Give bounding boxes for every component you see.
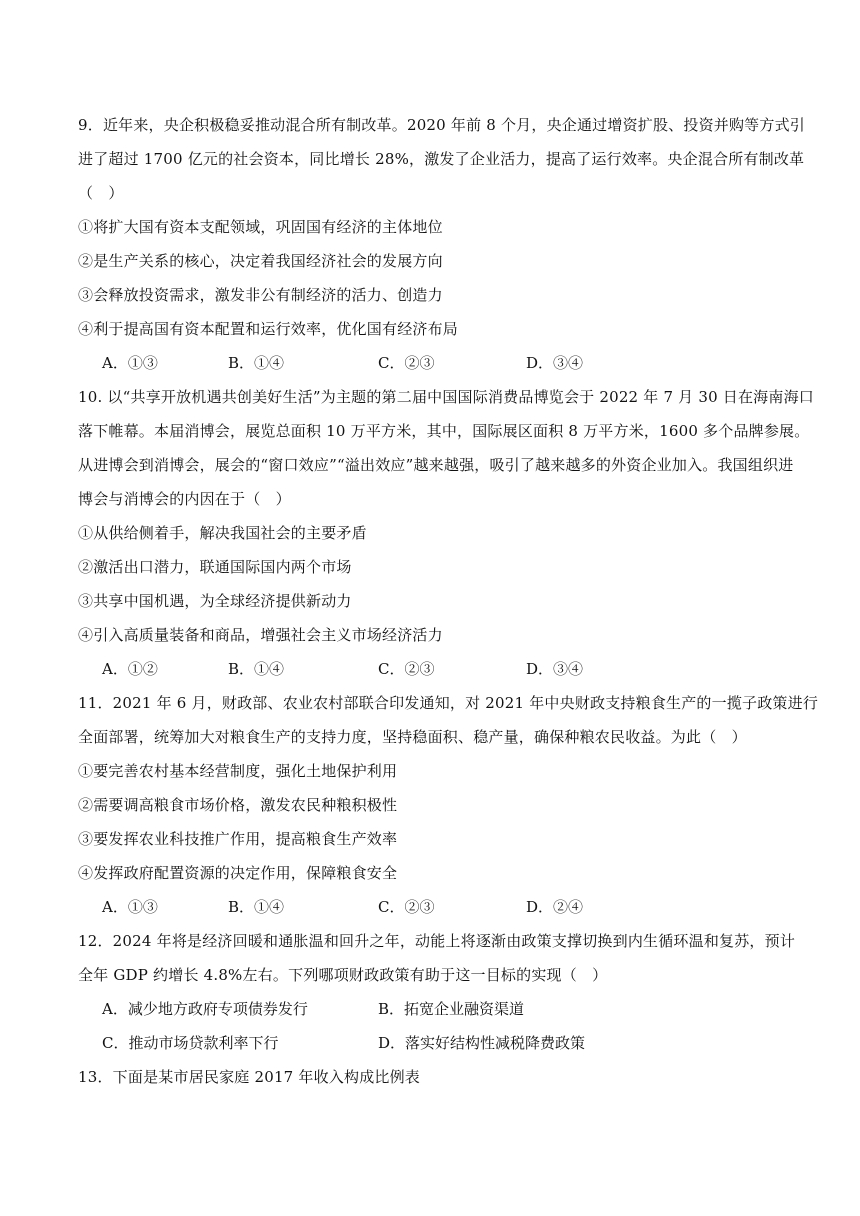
question-12 bbox=[78, 924, 796, 1060]
answer-options bbox=[78, 346, 796, 380]
option-c: C．②③ bbox=[378, 354, 435, 372]
option-a: A．①③ bbox=[102, 898, 158, 916]
statement-item: ④引入高质量装备和商品，增强社会主义市场经济活力 bbox=[78, 626, 443, 644]
question-stem-line: 全年 GDP 约增长 4.8%左右。下列哪项财政政策有助于这一目标的实现（ ） bbox=[78, 966, 608, 984]
question-9 bbox=[78, 108, 805, 380]
answer-options-row bbox=[78, 1026, 796, 1060]
answer-options bbox=[78, 652, 796, 686]
option-c: C．推动市场贷款利率下行 bbox=[102, 1034, 279, 1052]
statement-item: ④利于提高国有资本配置和运行效率，优化国有经济布局 bbox=[78, 320, 459, 338]
answer-options bbox=[78, 890, 796, 924]
statement-item: ①要完善农村基本经营制度，强化土地保护利用 bbox=[78, 762, 398, 780]
statement-item: ②需要调高粮食市场价格，激发农民种粮积极性 bbox=[78, 796, 398, 814]
statement-item: ④发挥政府配置资源的决定作用，保障粮食安全 bbox=[78, 864, 398, 882]
option-b: B．①④ bbox=[228, 660, 285, 678]
option-b: B．拓宽企业融资渠道 bbox=[378, 1000, 525, 1018]
option-b: B．①④ bbox=[228, 898, 285, 916]
question-11 bbox=[78, 686, 819, 924]
question-stem-line: 全面部署，统筹加大对粮食生产的支持力度，坚持稳面积、稳产量，确保种粮农民收益。为此（ ） bbox=[78, 728, 747, 746]
option-d: D．③④ bbox=[526, 660, 584, 678]
question-stem-line: 进了超过 1700 亿元的社会资本，同比增长 28%，激发了企业活力，提高了运行效率。央企混合所有制改革 bbox=[78, 150, 805, 168]
option-c: C．②③ bbox=[378, 898, 435, 916]
question-stem-line: 13．下面是某市居民家庭 2017 年收入构成比例表 bbox=[78, 1068, 420, 1086]
statement-item: ①从供给侧着手，解决我国社会的主要矛盾 bbox=[78, 524, 367, 542]
option-d: D．落实好结构性减税降费政策 bbox=[378, 1034, 586, 1052]
question-stem-line: 12．2024 年将是经济回暖和通胀温和回升之年，动能上将逐渐由政策支撑切换到内生循环温和复苏，预计 bbox=[78, 932, 796, 950]
question-stem-line: 落下帷幕。本届消博会，展览总面积 10 万平方米，其中，国际展区面积 8 万平方米，1600 多个品牌参展。 bbox=[78, 422, 810, 440]
question-stem-line: 从进博会到消博会，展会的“窗口效应”“溢出效应”越来越强，吸引了越来越多的外资企业加入。我国组织进 bbox=[78, 456, 794, 474]
answer-options-row bbox=[78, 992, 796, 1026]
option-a: A．减少地方政府专项债券发行 bbox=[102, 1000, 308, 1018]
statement-item: ①将扩大国有资本支配领域，巩固国有经济的主体地位 bbox=[78, 218, 443, 236]
option-c: C．②③ bbox=[378, 660, 435, 678]
exam-content bbox=[78, 108, 819, 1094]
option-a: A．①③ bbox=[102, 354, 158, 372]
statement-item: ②激活出口潜力，联通国际国内两个市场 bbox=[78, 558, 352, 576]
option-d: D．②④ bbox=[526, 898, 584, 916]
question-stem-line: 9．近年来，央企积极稳妥推动混合所有制改革。2020 年前 8 个月，央企通过增资扩股、投资并购等方式引 bbox=[78, 116, 805, 134]
statement-item: ③要发挥农业科技推广作用，提高粮食生产效率 bbox=[78, 830, 398, 848]
statement-item: ③共享中国机遇，为全球经济提供新动力 bbox=[78, 592, 352, 610]
question-stem-line: （ ） bbox=[78, 184, 124, 202]
statement-item: ③会释放投资需求，激发非公有制经济的活力、创造力 bbox=[78, 286, 443, 304]
option-d: D．③④ bbox=[526, 354, 584, 372]
question-stem-line: 11．2021 年 6 月，财政部、农业农村部联合印发通知，对 2021 年中央财政支持粮食生产的一揽子政策进行 bbox=[78, 694, 819, 712]
question-13 bbox=[78, 1060, 796, 1094]
option-a: A．①② bbox=[102, 660, 158, 678]
option-b: B．①④ bbox=[228, 354, 285, 372]
question-stem-line: 10. 以“共享开放机遇共创美好生活”为主题的第二届中国国际消费品博览会于 2022 年 7 月 30 日在海南海口 bbox=[78, 388, 814, 406]
question-10 bbox=[78, 380, 814, 686]
statement-item: ②是生产关系的核心，决定着我国经济社会的发展方向 bbox=[78, 252, 443, 270]
question-stem-line: 博会与消博会的内因在于（ ） bbox=[78, 490, 291, 508]
